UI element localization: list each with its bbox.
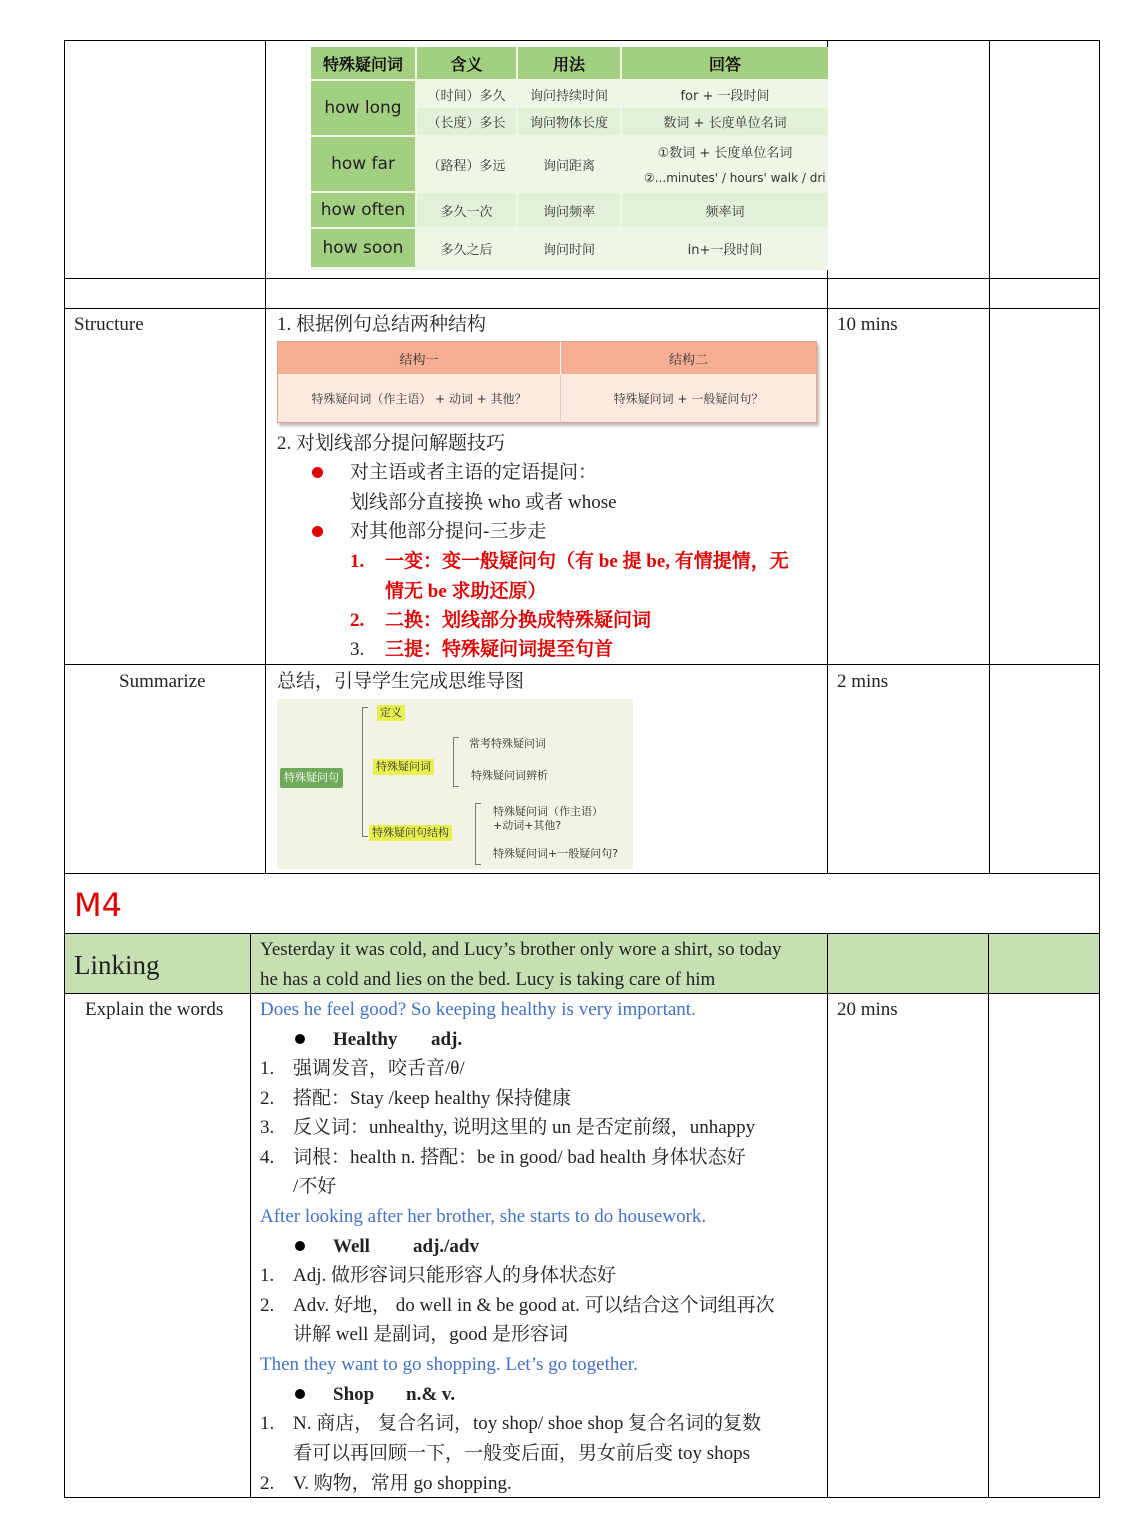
explain-label: Explain the words — [85, 999, 224, 1020]
question-word-table-image — [311, 47, 828, 270]
mindmap-bracket — [453, 737, 459, 787]
red-step-text: 一变：变一般疑问句（有 be 提 be, 有情提情，无 — [385, 551, 789, 572]
vocab-word: Shop — [333, 1384, 375, 1405]
list-item: 反义词：unhealthy, 说明这里的 un 是否定前缀，unhappy — [293, 1117, 756, 1138]
summarize-text: 总结，引导学生完成思维导图 — [277, 671, 525, 692]
qt-word-how-long: how long — [311, 81, 415, 135]
qt-cell: 数词 + 长度单位名词 — [622, 108, 828, 135]
structure-body-2: 特殊疑问词 + 一般疑问句？ — [613, 391, 764, 406]
mindmap-bracket — [362, 707, 368, 837]
red-step-text: 情无 be 求助还原） — [385, 581, 547, 602]
list-number: 2. — [260, 1295, 275, 1316]
mindmap-leaf: +动词+其他? — [493, 819, 562, 832]
red-step-num: 2. — [350, 610, 365, 631]
example-sentence: Does he feel good? So keeping healthy is very important. — [260, 999, 696, 1020]
mindmap-root: 特殊疑问句 — [280, 768, 343, 788]
qt-cell: 询问距离 — [518, 137, 620, 191]
qt-cell: ②...minutes' / hours' walk / dri — [622, 165, 828, 191]
bullet-dot — [312, 526, 323, 537]
qt-cell: 多久一次 — [417, 193, 516, 227]
qt-cell: （时间）多久 — [417, 81, 516, 107]
mindmap-bracket — [475, 803, 481, 865]
example-sentence: Then they want to go shopping. Let’s go together. — [260, 1354, 638, 1375]
qt-header-usage: 用法 — [518, 47, 620, 79]
list-item: 看可以再回顾一下，一般变后面，男女前后变 toy shops — [293, 1443, 751, 1464]
list-number: 2. — [260, 1088, 275, 1109]
list-number: 1. — [260, 1058, 275, 1079]
structure-label: Structure — [74, 314, 144, 335]
linking-text-line2: he has a cold and lies on the bed. Lucy is taking care of him — [260, 969, 716, 990]
qt-cell: 频率词 — [622, 193, 828, 227]
structure-diagram-image — [277, 341, 817, 423]
structure-bullet1: 对主语或者主语的定语提问： — [350, 462, 598, 483]
bullet-dot — [295, 1241, 305, 1251]
vocab-pos: adj./adv — [413, 1236, 479, 1257]
vocab-word: Well — [333, 1236, 370, 1257]
list-item: Adj. 做形容词只能形容人的身体状态好 — [293, 1265, 617, 1286]
structure-time: 10 mins — [837, 314, 898, 335]
mindmap-leaf: 特殊疑问词辨析 — [471, 769, 548, 782]
mindmap-branch-definition: 定义 — [377, 705, 405, 721]
module-heading: M4 — [74, 886, 122, 924]
qt-cell: for + 一段时间 — [622, 81, 828, 107]
qt-cell: ①数词 + 长度单位名词 — [622, 137, 828, 165]
list-number: 3. — [260, 1117, 275, 1138]
red-step-num: 3. — [350, 639, 365, 660]
vocab-pos: n.& v. — [406, 1384, 456, 1405]
vocab-pos: adj. — [431, 1029, 463, 1050]
red-step-text: 三提：特殊疑问词提至句首 — [385, 639, 614, 660]
structure-body-1: 特殊疑问词（作主语） + 动词 + 其他？ — [278, 374, 561, 422]
mindmap-branch-structure: 特殊疑问句结构 — [369, 825, 452, 841]
qt-word-how-far: how far — [311, 137, 415, 191]
list-item: 搭配：Stay /keep healthy 保持健康 — [293, 1088, 572, 1109]
list-number: 1. — [260, 1413, 275, 1434]
qt-cell: 询问时间 — [518, 229, 620, 267]
mind-map-image — [277, 699, 633, 869]
structure-bullet2: 对其他部分提问-三步走 — [350, 521, 547, 542]
vocab-word: Healthy — [333, 1029, 398, 1050]
list-item: V. 购物，常用 go shopping. — [293, 1473, 512, 1494]
structure-header-1: 结构一 — [278, 342, 561, 374]
list-number: 4. — [260, 1147, 275, 1168]
qt-header-meaning: 含义 — [417, 47, 516, 79]
qt-header-word: 特殊疑问词 — [311, 47, 415, 79]
red-step-num: 1. — [350, 551, 365, 572]
example-sentence: After looking after her brother, she starts to do housework. — [260, 1206, 707, 1227]
structure-header-2: 结构二 — [561, 342, 816, 374]
bullet-dot — [312, 467, 323, 478]
bullet-dot — [295, 1389, 305, 1399]
explain-time: 20 mins — [837, 999, 898, 1020]
red-step-text: 二换：划线部分换成特殊疑问词 — [385, 610, 652, 631]
list-item: 讲解 well 是副词，good 是形容词 — [293, 1324, 568, 1345]
list-item: 强调发音，咬舌音/θ/ — [293, 1058, 465, 1079]
list-item: 词根：health n. 搭配：be in good/ bad health 身体状态好 — [293, 1147, 746, 1168]
qt-cell: 询问物体长度 — [518, 108, 620, 135]
linking-label: Linking — [74, 950, 160, 980]
qt-word-how-often: how often — [311, 193, 415, 227]
mindmap-leaf: 特殊疑问词+一般疑问句? — [493, 847, 619, 860]
qt-cell: （长度）多长 — [417, 108, 516, 135]
list-item: /不好 — [293, 1176, 337, 1197]
structure-step2: 2. 对划线部分提问解题技巧 — [277, 433, 506, 454]
summarize-time: 2 mins — [837, 671, 889, 692]
qt-cell: 询问频率 — [518, 193, 620, 227]
list-number: 2. — [260, 1473, 275, 1494]
qt-cell: in+一段时间 — [622, 229, 828, 267]
structure-bullet1-sub: 划线部分直接换 who 或者 whose — [350, 492, 617, 513]
list-item: N. 商店， 复合名词，toy shop/ shoe shop 复合名词的复数 — [293, 1413, 762, 1434]
structure-step1: 1. 根据例句总结两种结构 — [277, 314, 487, 335]
summarize-label: Summarize — [119, 671, 206, 692]
mindmap-branch-words: 特殊疑问词 — [373, 759, 434, 775]
mindmap-leaf: 特殊疑问词（作主语） — [493, 805, 603, 818]
bullet-dot — [295, 1034, 305, 1044]
qt-cell: （路程）多远 — [417, 137, 516, 191]
mindmap-leaf: 常考特殊疑问词 — [469, 737, 546, 750]
list-number: 1. — [260, 1265, 275, 1286]
qt-cell: 询问持续时间 — [518, 81, 620, 107]
qt-header-answer: 回答 — [622, 47, 828, 79]
qt-cell: 多久之后 — [417, 229, 516, 267]
linking-text-line1: Yesterday it was cold, and Lucy’s brother only wore a shirt, so today — [260, 939, 782, 960]
qt-word-how-soon: how soon — [311, 229, 415, 267]
list-item: Adv. 好地， do well in & be good at. 可以结合这个词组再次 — [293, 1295, 775, 1316]
